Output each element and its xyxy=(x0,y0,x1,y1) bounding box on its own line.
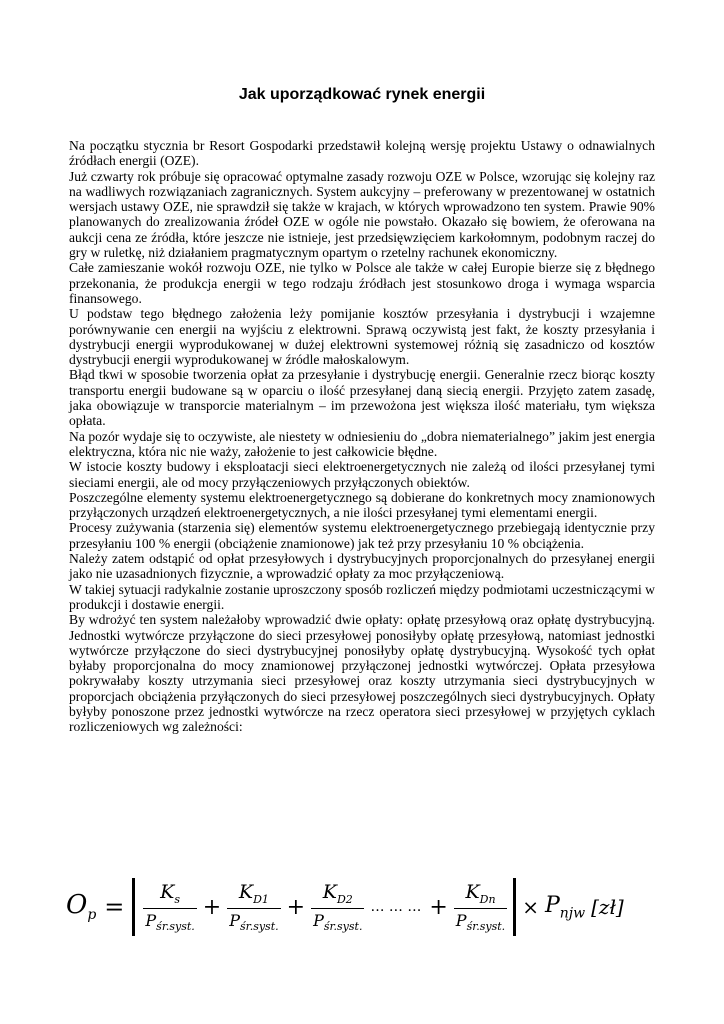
fraction-denominator: $P_{śr.syst.}$ xyxy=(311,908,364,933)
paragraph: Należy zatem odstąpić od opłat przesyłowych i dystrybucyjnych proporcjonalnych do przesyłanej energii jako nie uzasadnionych fizycznie, a wprowadzić opłaty za moc przyłączeniową. xyxy=(69,551,655,582)
paragraph: W istocie koszty budowy i eksploatacji sieci elektroenergetycznych nie zależą od ilości przesyłanej tymi sieciami energii, ale od mocy przyłączeniowych przyłączonych obiektów. xyxy=(69,459,655,490)
paragraph: Błąd tkwi w sposobie tworzenia opłat za przesyłanie i dystrybucję energii. Generalnie rzecz biorąc koszty transportu energii budowane są w oparciu o ilość przesyłanej daną siecią energii. Przyjęto zatem zasadę, jaka obowiązuje w transporcie materialnym – im przewożona jest większa ilość materiału, tym większa opłata. xyxy=(69,367,655,429)
formula-unit: [zł] xyxy=(591,895,624,919)
paragraph: U podstaw tego błędnego założenia leży pomijanie kosztów przesyłania i dystrybucji i wzajemne porównywanie cen energii na wyjściu z elektrowni. Sprawą oczywistą jest fakt, że koszty przesyłania i dystrybucji energii wyprodukowanej w dużej elektrowni systemowej różnią się zasadniczo od kosztów dystrybucji energii wyprodukowanej w źródle małoskalowym. xyxy=(69,306,655,368)
formula-fraction-ks xyxy=(143,881,196,933)
formula-plus: + xyxy=(202,894,222,920)
document-body xyxy=(69,138,655,735)
paragraph: By wdrożyć ten system należałoby wprowadzić dwie opłaty: opłatę przesyłową oraz opłatę dystrybucyjną. Jednostki wytwórcze przyłączone do sieci przesyłowej ponosiłyby opłatę przesyłową, natomiast jednostki wytwórcze przyłączone do sieci dystrybucyjnej ponosiłyby opłatę dystrybucyjną. Wysokość tych opłat byłaby proporcjonalna do mocy znamionowej przyłączonej jednostki wytwórczej. Opłata przesyłowa pokrywałaby koszty utrzymania sieci przesyłowej oraz koszty utrzymania sieci dystrybucyjnych w proporcjach obciążenia przyłączonych do sieci przesyłowej poszczególnych sieci dystrybucyjnych. Opłaty byłyby ponoszone przez jednostki wytwórcze na rzecz operatora sieci przesyłowej w przyjętych cyklach rozliczeniowych wg zależności: xyxy=(69,612,655,735)
fraction-numerator: $K_s$ xyxy=(160,881,181,906)
formula-left-bracket xyxy=(132,878,135,936)
formula-lhs-symbol: O xyxy=(66,890,88,921)
fraction-numerator: $K_{D2}$ xyxy=(322,881,353,906)
paragraph: W takiej sytuacji radykalnie zostanie uproszczony sposób rozliczeń między podmiotami uczestniczącymi w produkcji i dostawie energii. xyxy=(69,581,655,612)
paragraph: Już czwarty rok próbuje się opracować optymalne zasady rozwoju OZE w Polsce, wzorując się kolejny raz na wadliwych rozwiązaniach zagranicznych. System aukcyjny – preferowany w prezentowanej w ostatnich wersjach ustawy OZE, nie sprawdził się także w krajach, w których wprowadzono ten system. Prawie 90% planowanych do zrealizowania źródeł OZE w ogóle nie powstało. Okazało się bowiem, że oferowana na aukcji cena ze źródła, które jeszcze nie istnieje, jest przedsięwzięciem karkołomnym, podobnym raczej do gry w ruletkę, niż działaniem pragmatycznym opartym o rzetelny rachunek ekonomiczny. xyxy=(69,168,655,261)
formula-plus: + xyxy=(429,894,448,920)
paragraph: Poszczególne elementy systemu elektroenergetycznego są dobierane do konkretnych mocy znamionowych przyłączonych urządzeń elektroenergetycznych, a nie ilości przesyłanej tymi elementami energii. xyxy=(69,489,655,521)
paragraph: Całe zamieszanie wokół rozwoju OZE, nie tylko w Polsce ale także w całej Europie bierze się z błędnego przekonania, że produkcja energii w tego rodzaju źródłach jest stosunkowo droga i wymaga wsparcia finansowego. xyxy=(69,260,655,306)
formula-ellipsis: … … … xyxy=(370,899,422,915)
formula-fraction-kd1 xyxy=(227,881,280,933)
formula-plus: + xyxy=(286,894,306,920)
document-title: Jak uporządkować rynek energii xyxy=(238,86,486,103)
fee-formula xyxy=(66,874,666,940)
paragraph: Procesy zużywania (starzenia się) elementów systemu elektroenergetycznego przebiegają identycznie przy przesyłaniu 100 % energii (obciążenie znamionowe) jak też przy przesyłaniu 10 % obciążenia. xyxy=(69,520,655,551)
fraction-denominator: $P_{śr.syst.}$ xyxy=(454,908,507,933)
fraction-denominator: $P_{śr.syst.}$ xyxy=(227,908,280,933)
fraction-denominator: $P_{śr.syst.}$ xyxy=(143,908,196,933)
formula-fraction-kd2 xyxy=(311,881,364,933)
paragraph: Na pozór wydaje się to oczywiste, ale niestety w odniesieniu do „dobra niematerialnego” jakim jest energia elektryczna, która nic nie waży, założenie to jest całkowicie błędne. xyxy=(69,428,655,459)
formula-equals: = xyxy=(104,893,125,921)
formula-fraction-kdn xyxy=(454,881,507,933)
formula-power-factor: $P_{njw}$ xyxy=(544,892,586,922)
formula-times: × xyxy=(522,895,539,919)
fraction-numerator: $K_{Dn}$ xyxy=(465,881,496,906)
formula-lhs-subscript: p xyxy=(87,907,97,924)
formula-lhs xyxy=(66,890,96,923)
paragraph: Na początku stycznia br Resort Gospodarki przedstawił kolejną wersję projektu Ustawy o odnawialnych źródłach energii (OZE). xyxy=(69,138,655,169)
fraction-numerator: $K_{D1}$ xyxy=(238,881,269,906)
formula-right-bracket xyxy=(513,878,516,936)
